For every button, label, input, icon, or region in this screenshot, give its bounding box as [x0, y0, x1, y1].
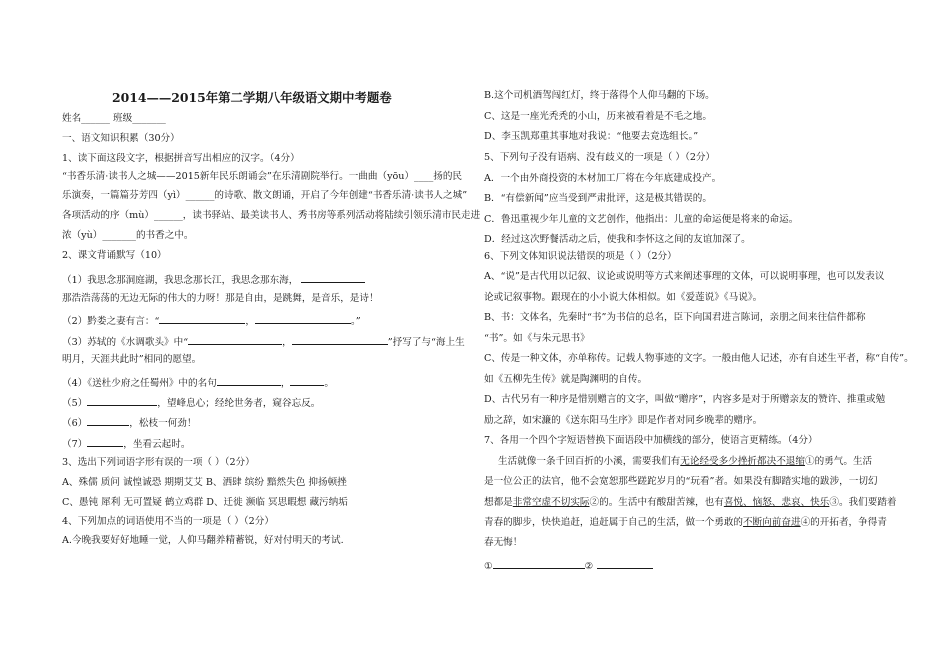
answer-blank[interactable] — [255, 313, 351, 324]
answer-blank[interactable] — [217, 375, 281, 386]
q6-option-c-2: 如《五柳先生传》就是陶渊明的自传。 — [484, 374, 648, 385]
q7-text: ③。我们要踏着 — [829, 497, 897, 508]
q5-option-b: B．“有偿新闻”应当受到严肃批评，这是极其错误的。 — [484, 193, 712, 204]
q7-text: 青春的脚步，快快追赶，追赶属于自己的生活，做一个勇敢的 — [484, 517, 744, 528]
q7-para-1 — [498, 456, 872, 468]
q4-stem: 4、下列加点的词语使用不当的一项是（ ）（2分） — [62, 516, 274, 527]
q6-option-b-2: “书”。如《与朱元思书》 — [484, 333, 590, 344]
q1-line-2: 乐演奏，一篇篇芬芳四（yì）______的诗歌、散文朗诵，开启了今年创建“书香乐清·读书人之城” — [62, 190, 468, 201]
answer-blank[interactable] — [493, 558, 585, 569]
comma: ， — [245, 316, 255, 327]
q2-line-8-tail: ，松枝一何劲！ — [129, 418, 197, 429]
q2-line-3-text: （2）黔娄之妻有言：“ — [62, 316, 160, 327]
answer-blank[interactable] — [87, 436, 123, 447]
underlined-phrase-1: 无论经受多少挫折都决不退缩 — [680, 456, 805, 467]
comma: ， — [280, 378, 291, 389]
q2-line-1 — [62, 272, 365, 287]
answer-blank[interactable] — [290, 375, 324, 386]
q7-para-2: 是一位公正的法官，他不会宽恕那些蹉跎岁月的“玩看”者。如果没有脚踏实地的跋涉，一切幻 — [484, 476, 878, 487]
q6-stem: 6、下列文体知识说法错误的项是（ ）（2分） — [484, 251, 677, 262]
q7-para-5: 春无悔！ — [484, 537, 523, 548]
q7-text: 想都是 — [484, 497, 513, 508]
q6-option-d-1: D、古代另有一种序是惜别赠言的文字，叫做“赠序”，内容多是对于所赠亲友的赞许、推重或勉 — [484, 394, 886, 405]
q2-line-4-text: （3）苏轼的《水调歌头》中“ — [62, 337, 189, 348]
q7-stem: 7、各用一个四个字短语替换下面语段中加横线的部分，使语言更精练。（4分） — [484, 435, 818, 446]
q2-line-9 — [62, 436, 190, 451]
q2-line-6-text: （4）《送杜少府之任蜀州》中的名句 — [62, 378, 217, 389]
q4-option-b: B.这个司机酒驾闯红灯，终于落得个人仰马翻的下场。 — [484, 90, 715, 101]
q1-stem: 1、读下面这段文字，根据拼音写出相应的汉字。（4分） — [62, 153, 300, 164]
answer-blank[interactable] — [292, 334, 388, 345]
section-heading: 一、语文知识积累（30分） — [62, 133, 180, 144]
period: 。 — [324, 378, 334, 389]
q7-text: 生活就像一条千回百折的小溪，需要我们有 — [498, 456, 681, 467]
q5-option-d: D．经过这次野餐活动之后，使我和李怀这之间的友谊加深了。 — [484, 234, 751, 245]
q5-option-a: A．一个由外商投资的木材加工厂将在今年底建成投产。 — [484, 173, 722, 184]
comma: ， — [282, 337, 292, 348]
q3-options-row-1: A、殊儒 质问 诚惶诚恐 期期艾艾 B、洒肆 缤纷 黯然失色 抑扬顿挫 — [62, 477, 347, 488]
q6-option-c-1: C、传是一种文体，亦单称传。记载人物事迹的文字。一般由他人记述，亦有自述生平者，称“自传”。 — [484, 353, 914, 364]
q2-line-9-text: （7） — [62, 439, 88, 450]
q7-text: ②的。生活中有酸甜苦辣，也有 — [589, 497, 724, 508]
underlined-phrase-2: 非常空虚不切实际 — [512, 497, 590, 508]
q5-stem: 5、下列句子没有语病、没有歧义的一项是（ ）（2分） — [484, 152, 716, 163]
answer-blank[interactable] — [87, 395, 157, 406]
underlined-phrase-3: 喜悦、恼怒、悲哀、快乐 — [723, 497, 830, 508]
q1-line-1: “书香乐清·读书人之城——2015新年民乐朗诵会”在乐清剧院举行。一曲曲（yōu）____扬的民 — [62, 171, 463, 182]
q7-text: ①的勇气。生活 — [805, 456, 873, 467]
q2-line-8 — [62, 415, 196, 430]
answer-blank[interactable] — [87, 415, 129, 426]
q4-option-d: D、李玉凯郑重其事地对我说：“他要去竞选组长。” — [484, 131, 699, 142]
q3-options-row-2: C、愚钝 犀利 无可置疑 鹤立鸡群 D、迁徙 濒临 冥思暇想 藏污纳垢 — [62, 497, 348, 508]
q6-option-a-1: A、“说”是古代用以记叙、议论或说明等方式来阐述事理的文体，可以说明事理，也可以发表议 — [484, 271, 885, 282]
q2-stem: 2、课文背诵默写（10） — [62, 250, 167, 261]
q2-line-7 — [62, 395, 320, 410]
close-quote: 。” — [350, 316, 361, 327]
q7-para-4 — [484, 517, 887, 529]
answer-blank[interactable] — [188, 334, 282, 345]
q7-answer-line — [484, 558, 653, 573]
q5-option-c: C．鲁迅重视少年儿童的文艺创作，他指出：儿童的命运便是将来的命运。 — [484, 214, 799, 225]
q2-line-1-text: （1）我思念那洞庭湖，我思念那长江，我思念那东海， — [62, 275, 299, 286]
answer-marker-2: ② — [584, 561, 594, 572]
q2-line-5: 明月，天涯共此时”相同的愿望。 — [62, 354, 202, 365]
q7-text: ④的开拓者，争得青 — [800, 517, 887, 528]
q2-line-4 — [62, 334, 465, 349]
underlined-phrase-4: 不断向前奋进 — [743, 517, 801, 528]
q1-line-4: 浓（yù）_______的书香之中。 — [62, 230, 194, 241]
q6-option-d-2: 励之辞，如宋濂的《送东阳马生序》即是作者对同乡晚辈的赠序。 — [484, 415, 763, 426]
q1-line-3: 各项活动的序（mù）______，读书驿站、最美读书人、秀书房等系列活动将陆续引领乐清市民走进 — [62, 210, 481, 221]
answer-marker-1: ① — [484, 561, 493, 572]
q2-line-2: 那浩浩荡荡的无边无际的伟大的力呀！那是自由，是跳舞，是音乐，是诗！ — [62, 293, 379, 304]
q6-option-a-2: 论或记叙事物。跟现在的小小说大体相似。如《爱莲说》《马说》。 — [484, 292, 763, 303]
answer-blank[interactable] — [301, 272, 365, 283]
student-info: 姓名______ 班级_______ — [62, 113, 166, 124]
answer-blank[interactable] — [159, 313, 245, 324]
q2-line-8-text: （6） — [62, 418, 88, 429]
q2-line-7-tail: ，望峰息心；经纶世务者，窥谷忘反。 — [157, 398, 321, 409]
q2-line-9-tail: ，坐看云起时。 — [123, 439, 191, 450]
q6-option-b-1: B、书：文体名，先秦时“书”为书信的总名，臣下向国君进言陈词，亲朋之间来往信件都称 — [484, 312, 866, 323]
q2-line-6 — [62, 375, 334, 390]
q7-para-3 — [484, 497, 897, 509]
q2-line-3 — [62, 313, 361, 328]
q2-line-7-text: （5） — [62, 398, 88, 409]
q2-line-4-tail: ”抒写了与“海上生 — [387, 337, 465, 348]
exam-title: 2014——2015年第二学期八年级语文期中考题卷 — [112, 90, 392, 105]
q3-stem: 3、选出下列词语字形有误的一项（ ）（2分） — [62, 457, 255, 468]
q4-option-c: C、这是一座光秃秃的小山，历来被看着是不毛之地。 — [484, 111, 712, 122]
q4-option-a: A.今晚我要好好地睡一觉，人仰马翻养精蓄锐，好对付明天的考试. — [62, 535, 344, 546]
answer-blank[interactable] — [597, 558, 653, 569]
